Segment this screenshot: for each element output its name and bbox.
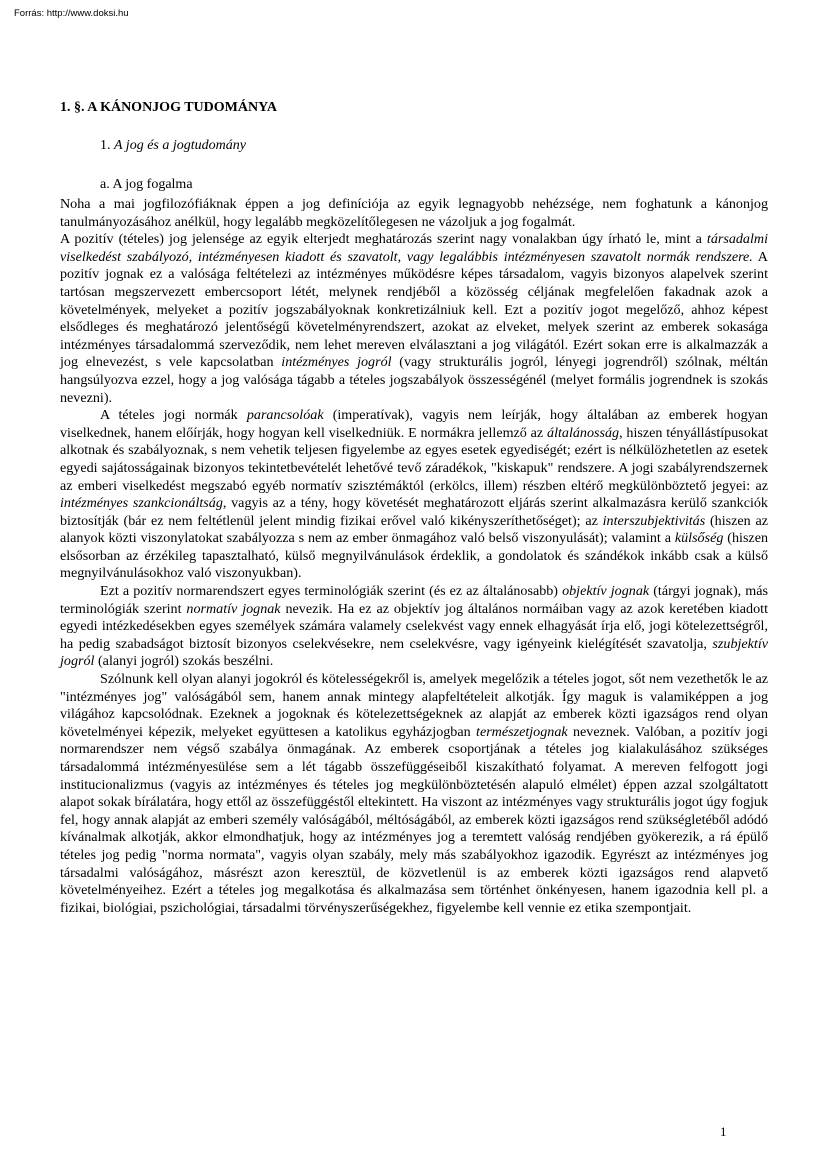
- text-run: (imperatívak), vagyis nem leírják, hogy általában az emberek hogyan viselkednek, hanem előírják, hogy hogyan kell viselkedniük. E normákra jellemző az: [60, 407, 768, 441]
- italic-term: külsőség: [674, 530, 724, 547]
- italic-term: intézményes szankcionáltság: [60, 495, 223, 512]
- page-number: 1: [720, 1124, 727, 1139]
- chapter-heading: 1. §. A KÁNONJOG TUDOMÁNYA: [60, 100, 278, 115]
- text-run: (hiszen az alanyok közti viszonylatokat szabályozza s nem az ember önmagához való belső viszonyulását); valamint a: [60, 512, 768, 547]
- italic-term: intézményes jogról: [281, 354, 392, 371]
- italic-term: társadalmi viselkedést szabályozó, intézményesen kiadott és szavatolt, vagy legalábbis intézményesen szavatolt normák rendszere.: [60, 231, 768, 265]
- italic-term: interszubjektivitás: [602, 512, 706, 529]
- body-text: [60, 196, 768, 917]
- section-number: 1.: [100, 138, 114, 153]
- italic-term: parancsolóak: [246, 407, 324, 424]
- text-run: (vagy strukturális jogról, lényegi jogrendről) szólnak, méltán hangsúlyozva ezzel, hogy a jog valósága tágabb a tételes jogszabályok összességénél (melyet formális jogrendnek is szokás nevezni).: [60, 354, 769, 406]
- paragraph: [60, 231, 768, 407]
- text-run: A tételes jogi normák: [100, 407, 247, 424]
- italic-term: általánosság: [547, 424, 620, 441]
- text-run: Ezt a pozitív normarendszert egyes terminológiák szerint (és ez az általánosabb): [100, 583, 563, 600]
- text-run: neveznek. Valóban, a pozitív jogi normarendszer nem végső szabálya önmagának. Az emberek csoportjának a tételes jog kialakulásához szükséges társadalommá intézményesülése sem a lét tágabb összefüggéseiből kiszakítható folyamat. A mereven felfogott jogi institucionalizmus (vagyis az intézményes és tételes jog megkülönböztetésén alapuló elmélet) éppen azzal szolgáltatott alapot sokak bírálatára, hogy ettől az összefüggéstől eltekintett. Ha viszont az intézményes vagy strukturális jogot úgy fogjuk fel, hogy annak alapját az emberi személy valóságából, méltóságából, az emberek közti igazságos rend szükségletéből adódó kívánalmak alkotják, akkor elmondhatjuk, hogy az intézményes jog a teremtett valóság rendjében gyökerezik, a rá épülő tételes jog pedig "norma normata", vagyis olyan szabály, mely más szabályokhoz igazodik. Egyrészt az intézményes jog társadalmi valóságához, másrészt azon keresztül, de közvetlenül is az emberek közti igazságos rend alapvető követelményeihez. Ezért a tételes jog megalkotása és alkalmazása sem történhet önkényesen, hanem igazodnia kell pl. a fizikai, biológiai, pszichológiai, társadalmi törvényszerűségekhez, figyelembe kell vennie ez etika szempontjait.: [60, 723, 768, 916]
- subsection-heading: a. A jog fogalma: [100, 177, 193, 192]
- text-run: A pozitív jognak ez a valósága feltételezi az intézményes működésre képes társadalom, vagyis bizonyos alapelvek szerint tartósan megszervezett embercsoport létét, melynek rendjéből a közösség céljának megfelelően fakadnak azok a követelmények, melyeket a pozitív jogszabályoknak konkretizálniuk kell. Ezt a pozitív jogot megelőző, ahhoz képest elsődleges és meghatározó jelentőségű követelményrendszert, azokat az elveket, melyek szerint az emberek sokasága intézményes társadalommá szerveződik, nem lehet mereven elválasztani a jog világától. Ezért sokan erre is alkalmazzák a jog elnevezést, s vele kapcsolatban: [60, 248, 768, 371]
- section-title: A jog és a jogtudomány: [114, 138, 246, 153]
- text-run: (tárgyi jognak), más terminológiák szerint: [60, 583, 768, 617]
- paragraph: [60, 583, 768, 671]
- text-run: Noha a mai jogfilozófiáknak éppen a jog definíciója az egyik legnagyobb nehézsége, nem foghatunk a kánonjog tanulmányozásához anélkül, hogy legalább megközelítőlegesen ne vázoljuk a jog fogalmát.: [60, 196, 768, 230]
- source-label: Forrás: http://www.doksi.hu: [14, 8, 129, 19]
- italic-term: objektív jognak: [562, 583, 650, 600]
- text-run: Szólnunk kell olyan alanyi jogokról és kötelességekről is, amelyek megelőzik a tételes jogot, sőt nem vezethetők le az "intézményes jog" valóságából sem, hanem annak mintegy alapfeltételeit alkotják. Így maguk is valamiképpen a jog világához kapcsolódnak. Ezeknek a jogoknak és kötelezettségeknek az alapját az emberek közti igazságos rend olyan követelményei képezik, melyeket együttesen a katolikus egyházjogban: [60, 671, 768, 740]
- italic-term: szubjektív jogról: [60, 635, 768, 670]
- text-run: (alanyi jogról) szokás beszélni.: [94, 653, 274, 670]
- paragraph: [60, 671, 768, 917]
- paragraph: [60, 196, 768, 231]
- text-run: , vagyis az a tény, hogy követését meghatározott eljárás szerint alkalmazásra kerülő szankciók biztosítják (bár ez nem feltétlenül jelent mindig fizikai erővel való kikényszeríthetőséget); az: [60, 495, 768, 529]
- text-run: , hiszen tényállástípusokat alkotnak és szabályoznak, s nem vehetik teljesen figyelembe az egyes esetek egyediségét; ezért is nélkülözhetetlen az esetek egyedi sajátosságainak bizonyos tekintetbevételét lehetővé tevő záradékok, "kiskapuk" rendszere. A jogi szabályrendszernek az emberi viselkedést megszabó egyéb normatív szisztémáktól (erkölcs, illem) részben eltérő megkülönböztető jegyei: az: [60, 424, 768, 494]
- paragraph: [60, 407, 768, 583]
- text-run: (hiszen elsősorban az érzékileg tapasztalható, külső megnyilvánulások érdeklik, a gondolatok és szándékok inkább csak a külső megnyilvánulásokhoz való viszonyukban).: [60, 530, 768, 582]
- italic-term: természetjognak: [476, 723, 568, 740]
- text-run: A pozitív (tételes) jog jelensége az egyik elterjedt meghatározás szerint nagy vonalakban úgy írható le, mint a: [60, 231, 707, 248]
- text-run: nevezik. Ha ez az objektív jog általános normáiban vagy az azok keretében kiadott egyedi intézkedésekben egyes személyek számára valamely cselekvést vagy ennek elhagyását írja elő, jogi kötelezettségről, ha pedig szabadságot biztosít bizonyos cselekvésekre, nem cselekvésre, vagy igényeink kielégítését szavatolja,: [60, 600, 768, 652]
- section-heading: [100, 138, 246, 154]
- italic-term: normatív jognak: [186, 600, 281, 617]
